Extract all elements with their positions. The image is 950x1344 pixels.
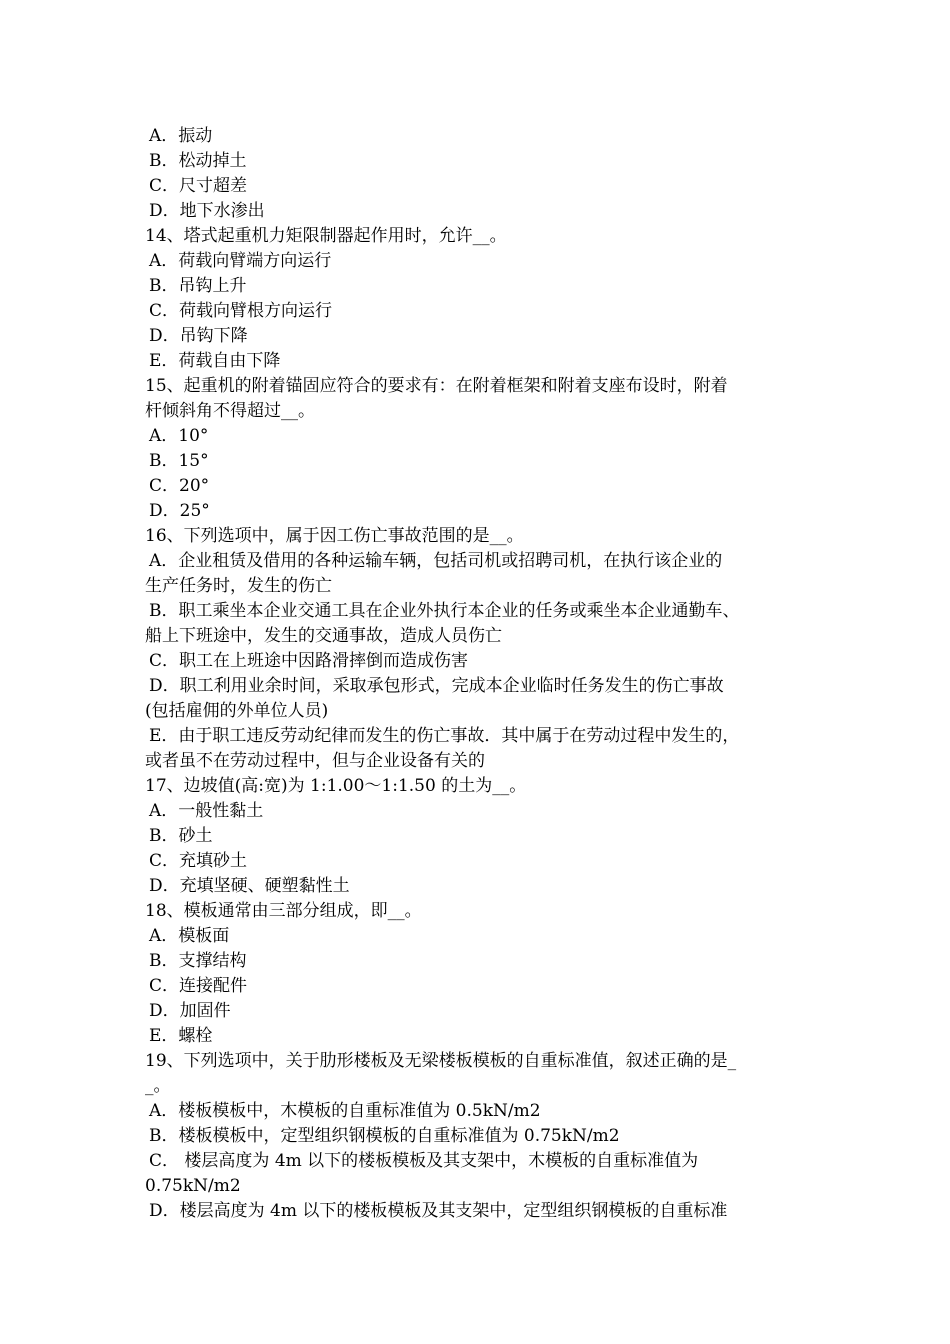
option-line: B．松动掉土 (149, 151, 247, 171)
option-line: A．振动 (149, 126, 213, 146)
option-line: A．10° (149, 426, 209, 446)
option-line: C． 楼层高度为 4m 以下的楼板模板及其支架中，木模板的自重标准值为 (149, 1151, 699, 1171)
option-line: E．螺栓 (149, 1026, 213, 1046)
option-line: B．15° (149, 451, 209, 471)
question-line: 17、边坡值(高:宽)为 1:1.00～1:1.50 的土为__。 (145, 776, 527, 796)
option-line: E．由于职工违反劳动纪律而发生的伤亡事故．其中属于在劳动过程中发生的， (149, 726, 740, 746)
question-line: 15、起重机的附着锚固应符合的要求有：在附着框架和附着支座布设时，附着 (145, 376, 728, 396)
document-page (145, 124, 825, 1224)
option-line: E．荷载自由下降 (149, 351, 281, 371)
option-line: D．地下水渗出 (149, 201, 265, 221)
option-line: C．职工在上班途中因路滑摔倒而造成伤害 (149, 651, 469, 671)
option-line: D．楼层高度为 4m 以下的楼板模板及其支架中，定型组织钢模板的自重标准 (149, 1201, 728, 1221)
question-line: 杆倾斜角不得超过__。 (145, 401, 315, 421)
option-line: D．吊钩下降 (149, 326, 248, 346)
question-line: 14、塔式起重机力矩限制器起作用时，允许__。 (145, 226, 507, 246)
question-line: 16、下列选项中，属于因工伤亡事故范围的是__。 (145, 526, 524, 546)
option-line: B．楼板模板中，定型组织钢模板的自重标准值为 0.75kN/m2 (149, 1126, 620, 1146)
option-line: A．企业租赁及借用的各种运输车辆，包括司机或招聘司机，在执行该企业的 (149, 551, 723, 571)
option-line: C．尺寸超差 (149, 176, 248, 196)
question-line: (包括雇佣的外单位人员) (145, 701, 329, 721)
question-line: 19、下列选项中，关于肋形楼板及无梁楼板模板的自重标准值，叙述正确的是_ (145, 1051, 737, 1071)
option-line: B．支撑结构 (149, 951, 247, 971)
option-line: C．充填砂土 (149, 851, 248, 871)
question-line: 船上下班途中，发生的交通事故，造成人员伤亡 (145, 626, 502, 646)
option-line: C．荷载向臂根方向运行 (149, 301, 333, 321)
option-line: D．职工利用业余时间，采取承包形式，完成本企业临时任务发生的伤亡事故 (149, 676, 724, 696)
option-line: A．荷载向臂端方向运行 (149, 251, 332, 271)
option-line: B．吊钩上升 (149, 276, 247, 296)
option-line: D．充填坚硬、硬塑黏性土 (149, 876, 350, 896)
question-line: 生产任务时，发生的伤亡 (145, 576, 332, 596)
option-line: C．连接配件 (149, 976, 248, 996)
question-line: 18、模板通常由三部分组成，即__。 (145, 901, 422, 921)
option-line: D．加固件 (149, 1001, 231, 1021)
option-line: A．楼板模板中，木模板的自重标准值为 0.5kN/m2 (149, 1101, 541, 1121)
option-line: A．一般性黏土 (149, 801, 264, 821)
question-line: 0.75kN/m2 (145, 1176, 241, 1196)
question-line: _。 (145, 1076, 171, 1096)
option-line: D．25° (149, 501, 210, 521)
question-line: 或者虽不在劳动过程中，但与企业设备有关的 (145, 751, 485, 771)
option-line: A．模板面 (149, 926, 230, 946)
option-line: B．砂土 (149, 826, 213, 846)
option-line: C．20° (149, 476, 210, 496)
option-line: B．职工乘坐本企业交通工具在企业外执行本企业的任务或乘坐本企业通勤车、 (149, 601, 740, 621)
